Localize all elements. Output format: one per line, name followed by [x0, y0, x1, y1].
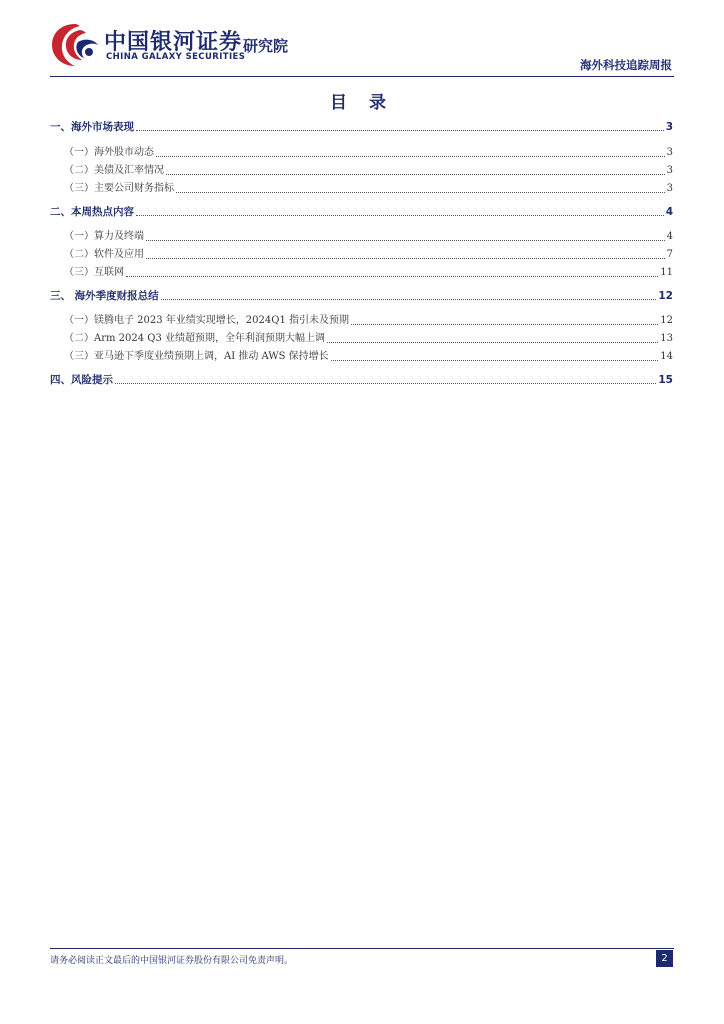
toc-entry-label: 一、海外市场表现 [50, 121, 134, 133]
toc-entry-page: 13 [660, 333, 673, 344]
toc-entry-label: 二、本周热点内容 [50, 206, 134, 218]
toc-entry[interactable] [64, 180, 673, 198]
toc-leader-dots [146, 257, 665, 259]
toc-leader-dots [161, 298, 657, 300]
toc-entry[interactable] [64, 348, 673, 366]
toc-entry[interactable] [64, 312, 673, 330]
toc-entry[interactable] [64, 264, 673, 282]
galaxy-logo-icon [50, 22, 100, 68]
page-header [0, 0, 724, 80]
toc-entry-label: 三、 海外季度财报总结 [50, 290, 159, 302]
toc-leader-dots [331, 359, 659, 361]
toc-entry[interactable] [50, 287, 673, 305]
toc-entry-page: 11 [660, 267, 673, 278]
toc-leader-dots [176, 191, 665, 193]
toc-entry-page: 3 [666, 165, 673, 176]
toc-entry-label: （一）镁腾电子 2023 年业绩实现增长，2024Q1 指引未及预期 [64, 315, 349, 326]
toc-entry[interactable] [64, 144, 673, 162]
brand-name-cn: 中国银河证券 [104, 30, 243, 55]
toc-entry-label: （三）主要公司财务指标 [64, 183, 174, 194]
header-divider [50, 76, 674, 77]
toc-entry[interactable] [64, 330, 673, 348]
toc-entry-page: 3 [666, 147, 673, 158]
toc-entry-page: 7 [666, 249, 673, 260]
toc-leader-dots [166, 173, 665, 175]
toc-entry-label: （三）亚马逊下季度业绩预期上调，AI 推动 AWS 保持增长 [64, 351, 329, 362]
toc-leader-dots [146, 239, 665, 241]
toc-entry[interactable] [50, 371, 673, 389]
toc-entry-label: （一）海外股市动态 [64, 147, 154, 158]
toc-entry[interactable] [64, 228, 673, 246]
brand-name-en: CHINA GALAXY SECURITIES [106, 52, 246, 62]
toc-leader-dots [136, 129, 664, 131]
toc-entry-label: （二）美债及汇率情况 [64, 165, 164, 176]
toc-entry-page: 12 [660, 315, 673, 326]
toc-entry-page: 3 [666, 183, 673, 194]
institute-name: 研究院 [243, 37, 289, 55]
toc-entry[interactable] [64, 162, 673, 180]
toc-entry-page: 14 [660, 351, 673, 362]
toc-leader-dots [156, 155, 665, 157]
toc-entry-label: （一）算力及终端 [64, 231, 144, 242]
toc-leader-dots [115, 382, 656, 384]
toc-leader-dots [126, 275, 658, 277]
toc-entry[interactable] [50, 203, 673, 221]
toc-leader-dots [136, 214, 664, 216]
footer-disclaimer: 请务必阅读正文最后的中国银河证券股份有限公司免责声明。 [50, 956, 294, 966]
toc-entry-label: （二）Arm 2024 Q3 业绩超预期，全年利润预期大幅上调 [64, 333, 326, 344]
toc-entry-label: （三）互联网 [64, 267, 124, 278]
footer-divider [50, 948, 674, 949]
page-number: 2 [656, 950, 673, 967]
toc-entry-label: （二）软件及应用 [64, 249, 144, 260]
toc-entry-page: 4 [666, 231, 673, 242]
toc-entry-page: 4 [665, 206, 673, 218]
toc-title: 目 录 [330, 93, 394, 113]
toc-entry[interactable] [64, 246, 673, 264]
toc-entry[interactable] [50, 118, 673, 136]
toc-leader-dots [351, 323, 658, 325]
toc-entry-page: 3 [665, 121, 673, 133]
toc-entry-page: 12 [658, 290, 673, 302]
toc-entry-page: 15 [658, 374, 673, 386]
report-title: 海外科技追踪周报 [580, 58, 672, 72]
toc-leader-dots [327, 341, 658, 343]
toc-entry-label: 四、风险提示 [50, 374, 113, 386]
